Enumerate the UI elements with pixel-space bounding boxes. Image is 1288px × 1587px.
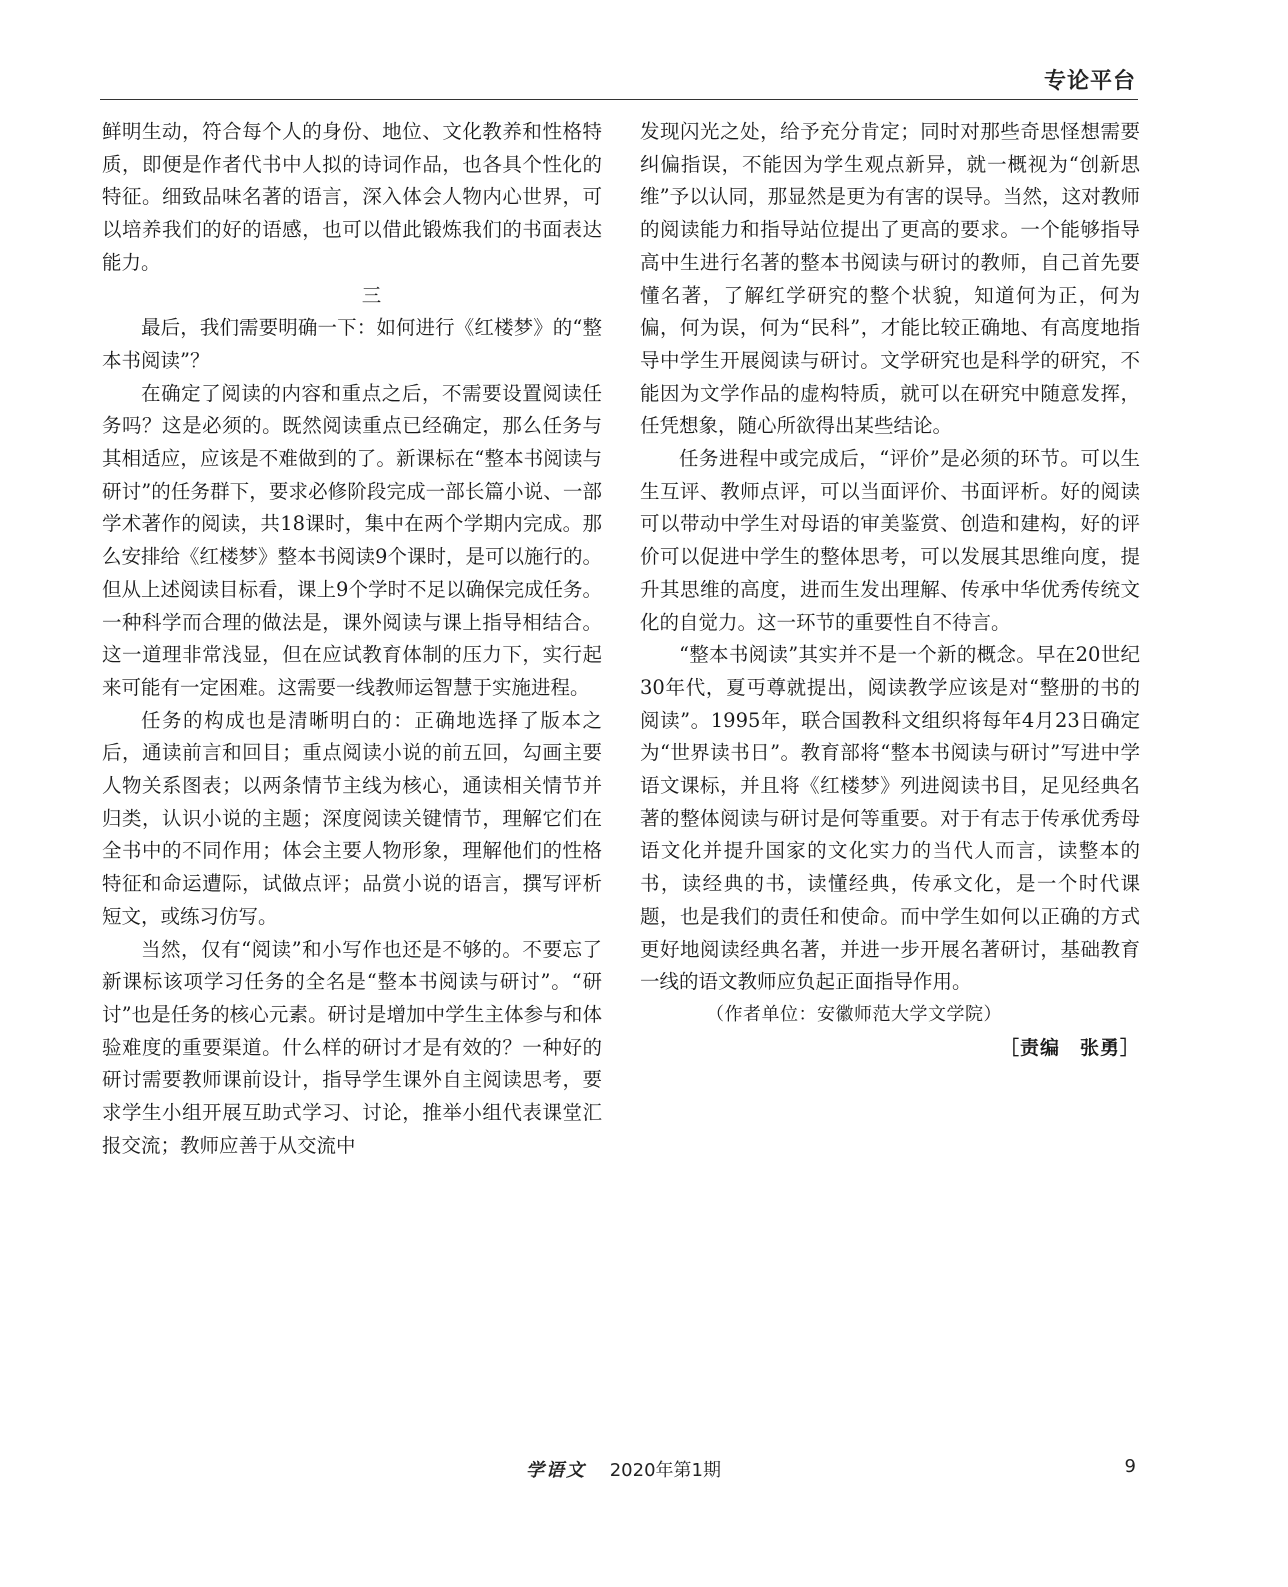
paragraph: 鲜明生动，符合每个人的身份、地位、文化教养和性格特质，即便是作者代书中人拟的诗词作品，也各具个性化的特征。细致品味名著的语言，深入体会人物内心世界，可以培养我们的好的语感，也可以借此锻炼我们的书面表达能力。 xyxy=(102,120,602,274)
section-title: 专论平台 xyxy=(1043,69,1136,94)
journal-name: 学语文 xyxy=(526,1460,586,1481)
page-number: 9 xyxy=(1124,1456,1136,1477)
paragraph: 发现闪光之处，给予充分肯定；同时对那些奇思怪想需要纠偏指误，不能因为学生观点新异，就一概视为“创新思维”予以认同，那显然是更为有害的误导。当然，这对教师的阅读能力和指导站位提出了更高的要求。一个能够指导高中生进行名著的整本书阅读与研讨的教师，自己首先要懂名著，了解红学研究的整个状貌，知道何为正，何为偏，何为误，何为“民科”，才能比较正确地、有高度地指导中学生开展阅读与研讨。文学研究也是科学的研究，不能因为文学作品的虚构特质，就可以在研究中随意发挥，任凭想象，随心所欲得出某些结论。 xyxy=(640,120,1140,438)
issue-label: 2020年第1期 xyxy=(609,1460,721,1481)
paragraph: 最后，我们需要明确一下：如何进行《红楼梦》的“整本书阅读”？ xyxy=(102,316,602,372)
paragraph: 在确定了阅读的内容和重点之后，不需要设置阅读任务吗？这是必须的。既然阅读重点已经确定，那么任务与其相适应，应该是不难做到的了。新课标在“整本书阅读与研讨”的任务群下，要求必修阶段完成一部长篇小说、一部学术著作的阅读，共18课时，集中在两个学期内完成。那么安排给《红楼梦》整本书阅读9个课时，是可以施行的。但从上述阅读目标看，课上9个学时不足以确保完成任务。一种科学而合理的做法是，课外阅读与课上指导相结合。这一道理非常浅显，但在应试教育体制的压力下，实行起来可能有一定困难。这需要一线教师运智慧于实施进程。 xyxy=(102,381,602,699)
author-affiliation: （作者单位：安徽师范大学文学院） xyxy=(706,1003,1002,1025)
page-footer xyxy=(526,1456,721,1482)
right-column xyxy=(640,116,1140,1064)
paragraph: 任务进程中或完成后，“评价”是必须的环节。可以生生互评、教师点评，可以当面评价、书面评析。好的阅读可以带动中学生对母语的审美鉴赏、创造和建构，好的评价可以促进中学生的整体思考，可以发展其思维向度，提升其思维的高度，进而生发出理解、传承中华优秀传统文化的自觉力。这一环节的重要性自不待言。 xyxy=(640,447,1140,634)
paragraph: 任务的构成也是清晰明白的：正确地选择了版本之后，通读前言和回目；重点阅读小说的前五回，勾画主要人物关系图表；以两条情节主线为核心，通读相关情节并归类，认识小说的主题；深度阅读关键情节，理解它们在全书中的不同作用；体会主要人物形象，理解他们的性格特征和命运遭际，试做点评；品赏小说的语言，撰写评析短文，或练习仿写。 xyxy=(102,708,602,928)
header-divider xyxy=(100,99,1138,100)
editor-note: ［责编 张勇］ xyxy=(999,1036,1140,1059)
section-heading: 三 xyxy=(361,283,382,307)
paragraph: “整本书阅读”其实并不是一个新的概念。早在20世纪30年代，夏丏尊就提出，阅读教学应该是对“整册的书的阅读”。1995年，联合国教科文组织将每年4月23日确定为“世界读书日”。教育部将“整本书阅读与研讨”写进中学语文课标，并且将《红楼梦》列进阅读书目，足见经典名著的整体阅读与研讨是何等重要。对于有志于传承优秀母语文化并提升国家的文化实力的当代人而言，读整本的书，读经典的书，读懂经典，传承文化，是一个时代课题，也是我们的责任和使命。而中学生如何以正确的方式更好地阅读经典名著，并进一步开展名著研讨，基础教育一线的语文教师应负起正面指导作用。 xyxy=(640,643,1140,994)
paragraph: 当然，仅有“阅读”和小写作也还是不够的。不要忘了新课标该项学习任务的全名是“整本书阅读与研讨”。“研讨”也是任务的核心元素。研讨是增加中学生主体参与和体验难度的重要渠道。什么样的研讨才是有效的？一种好的研讨需要教师课前设计，指导学生课外自主阅读思考，要求学生小组开展互助式学习、讨论，推举小组代表课堂汇报交流；教师应善于从交流中 xyxy=(102,937,602,1157)
left-column xyxy=(102,116,602,1163)
